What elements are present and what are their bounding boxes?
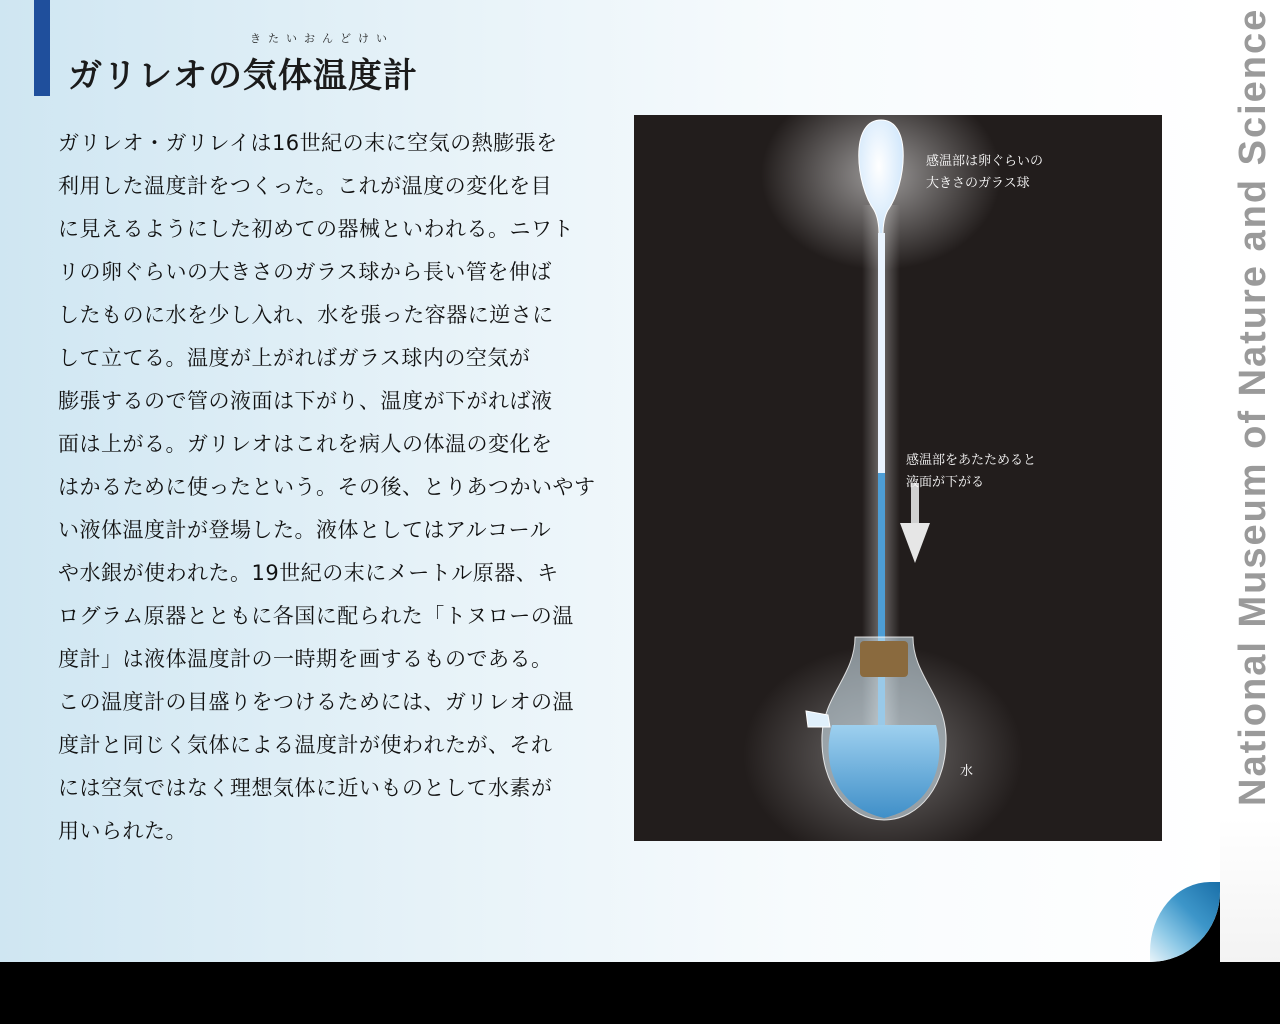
label-bulb xyxy=(926,151,1043,195)
label-arrow xyxy=(906,450,1036,494)
body-line: 面は上がる。ガリレオはこれを病人の体温の変化を xyxy=(58,432,553,456)
body-line: リの卵ぐらいの大きさのガラス球から長い管を伸ば xyxy=(58,260,552,284)
cork-stopper xyxy=(860,641,908,677)
body-line: 用いられた。 xyxy=(58,819,187,843)
body-line: はかるために使ったという。その後、とりあつかいやす xyxy=(58,475,596,499)
body-line: ガリレオ・ガリレイは16世紀の末に空気の熱膨張を xyxy=(58,131,558,155)
body-line: に見えるようにした初めての器械といわれる。ニワト xyxy=(58,217,574,241)
body-line: して立てる。温度が上がればガラス球内の空気が xyxy=(58,346,531,370)
body-line: や水銀が使われた。19世紀の末にメートル原器、キ xyxy=(58,561,559,585)
body-line: この温度計の目盛りをつけるためには、ガリレオの温 xyxy=(58,690,574,714)
body-line: したものに水を少し入れ、水を張った容器に逆さに xyxy=(58,303,554,327)
body-line: には空気ではなく理想気体に近いものとして水素が xyxy=(58,776,553,800)
body-line: 度計」は液体温度計の一時期を画するものである。 xyxy=(58,647,553,671)
label-bulb-line2: 大きさのガラス球 xyxy=(926,176,1030,191)
body-line: 膨張するので管の液面は下がり、温度が下がれば液 xyxy=(58,389,553,413)
thermometer-figure xyxy=(634,115,1162,841)
label-water: 水 xyxy=(960,764,974,779)
title-accent-bar xyxy=(34,0,50,96)
body-line: ログラム原器とともに各国に配られた「トヌローの温 xyxy=(58,604,574,628)
body-line: 利用した温度計をつくった。これが温度の変化を目 xyxy=(58,174,553,198)
arrow-down-icon xyxy=(900,523,930,563)
label-arrow-line2: 液面が下がる xyxy=(906,475,985,490)
thermometer-illustration xyxy=(634,115,1162,841)
page-title: ガリレオの気体温度計 xyxy=(68,56,418,96)
body-text xyxy=(58,122,598,853)
label-arrow-line1: 感温部をあたためると xyxy=(906,453,1037,468)
museum-side-label: National Museum of Nature and Science xyxy=(1232,8,1274,807)
body-line: い液体温度計が登場した。液体としてはアルコール xyxy=(58,518,552,542)
body-line: 度計と同じく気体による温度計が使われたが、それ xyxy=(58,733,553,757)
label-bulb-line1: 感温部は卵ぐらいの xyxy=(926,154,1044,169)
title-ruby: きたいおんどけい xyxy=(250,32,394,45)
glass-tube-upper xyxy=(878,233,885,473)
